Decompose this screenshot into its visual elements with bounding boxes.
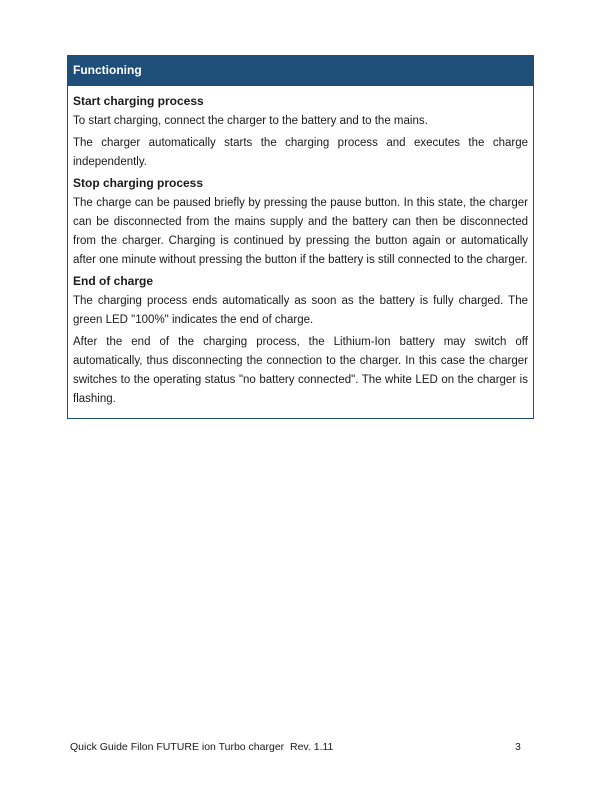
box-title: Functioning bbox=[68, 56, 533, 86]
section-heading-start-charging: Start charging process bbox=[73, 94, 204, 108]
paragraph: The charging process ends automatically as soon as the battery is fully charged. The green LED "100%" indicates the end of charge. bbox=[73, 295, 528, 326]
paragraph: The charge can be paused briefly by pressing the pause button. In this state, the charger can be disconnected from the mains supply and the battery can then be disconnected from the charger. Charging is continued by pressing the button again or automatically after one minute without pressing the button if the battery is still connected to the charger. bbox=[73, 197, 528, 266]
footer-revision: Rev. 1.11 bbox=[290, 741, 334, 753]
paragraph: The charger automatically starts the charging process and executes the charge independently. bbox=[73, 137, 528, 168]
paragraph: After the end of the charging process, the Lithium-Ion battery may switch off automatically, thus disconnecting the connection to the charger. In this case the charger switches to the operating status "no battery connected". The white LED on the charger is flashing. bbox=[73, 336, 528, 405]
section-heading-stop-charging: Stop charging process bbox=[73, 176, 204, 190]
functioning-box bbox=[67, 55, 534, 419]
section-heading-end-of-charge: End of charge bbox=[73, 274, 154, 288]
footer-document-title: Quick Guide Filon FUTURE ion Turbo charger bbox=[70, 741, 285, 753]
box-body bbox=[68, 86, 533, 418]
paragraph: To start charging, connect the charger to the battery and to the mains. bbox=[73, 115, 428, 127]
footer-page-number: 3 bbox=[515, 741, 521, 753]
